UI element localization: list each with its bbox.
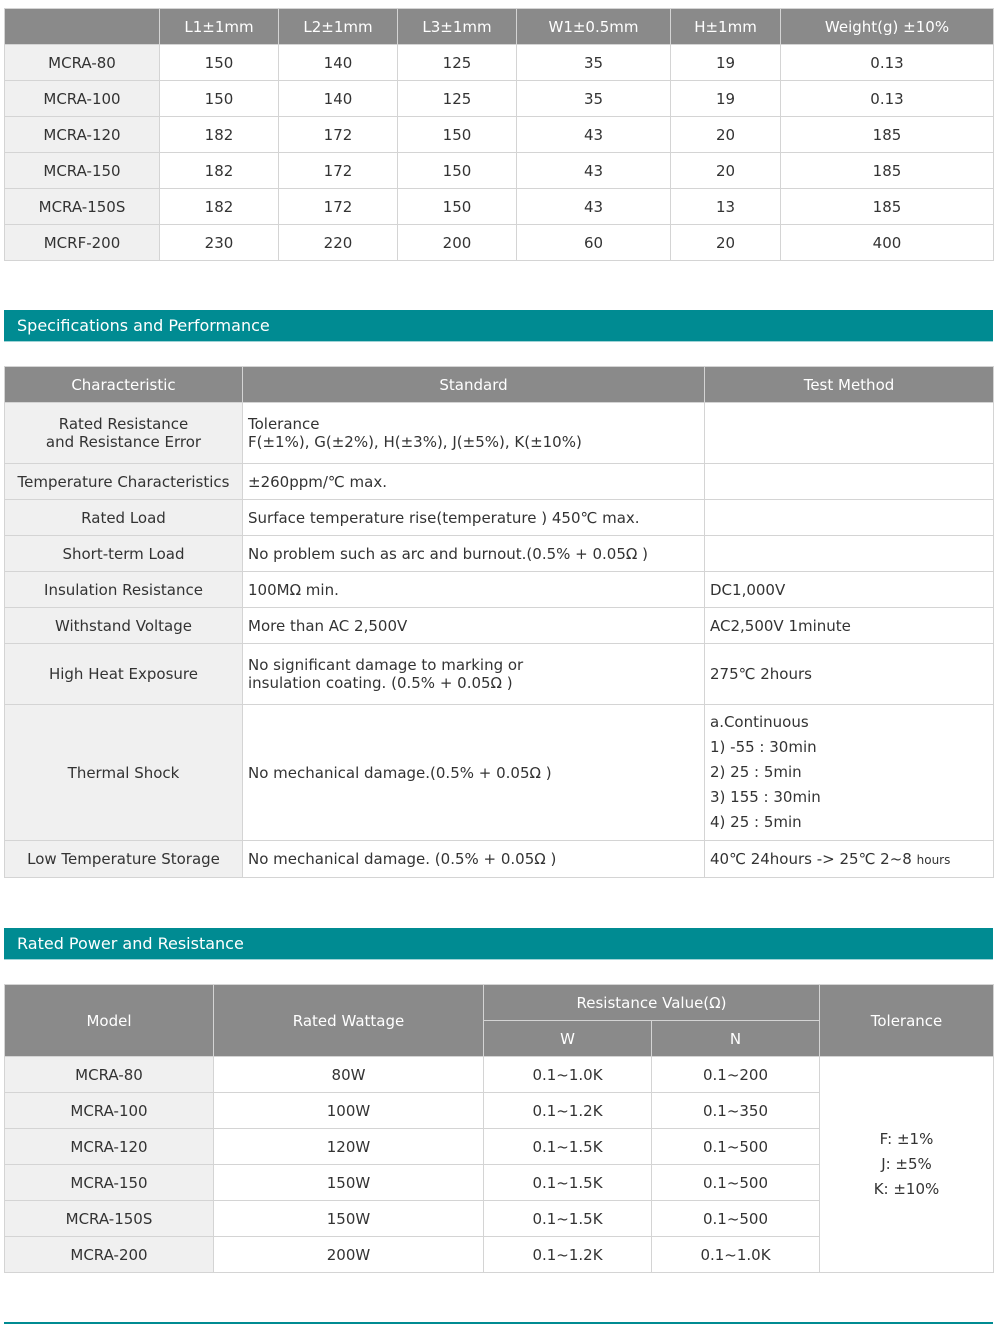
resistance-n-header: N [652,1021,820,1057]
standard-cell: No mechanical damage. (0.5% + 0.05Ω ) [243,841,705,878]
standard-cell: No mechanical damage.(0.5% + 0.05Ω ) [243,705,705,841]
characteristic-cell: Rated Resistance and Resistance Error [5,403,243,464]
model-cell: MCRA-120 [5,117,160,153]
table-cell: 140 [279,81,398,117]
table-cell: 150 [398,117,517,153]
table-cell: 172 [279,189,398,225]
resistance-n-cell: 0.1~500 [652,1201,820,1237]
model-cell: MCRA-100 [5,81,160,117]
table-row [5,841,994,878]
test-method-cell [705,500,994,536]
dimensions-header-cell: L3±1mm [398,9,517,45]
table-cell: 13 [671,189,781,225]
table-cell: 150 [398,153,517,189]
model-cell: MCRA-150 [5,1165,214,1201]
section-title: Rated Power and Resistance [17,934,244,953]
characteristic-cell: Short-term Load [5,536,243,572]
table-cell: 43 [517,153,671,189]
rated-power-header-row [5,985,994,1021]
table-row [5,608,994,644]
wattage-cell: 100W [214,1093,484,1129]
table-row [5,705,994,841]
model-cell: MCRA-120 [5,1129,214,1165]
standard-cell: No significant damage to marking or insulation coating. (0.5% + 0.05Ω ) [243,644,705,705]
model-cell: MCRA-100 [5,1093,214,1129]
table-cell: 185 [781,153,994,189]
table-row [5,225,994,261]
characteristic-cell: Thermal Shock [5,705,243,841]
table-cell: 150 [398,189,517,225]
resistance-w-cell: 0.1~1.0K [484,1057,652,1093]
resistance-w-cell: 0.1~1.2K [484,1237,652,1273]
table-cell: 125 [398,45,517,81]
section-title: Specifications and Performance [17,316,270,335]
table-row [5,464,994,500]
table-row [5,153,994,189]
test-method-unit: hours [916,853,951,867]
rated-power-table [4,984,994,1273]
standard-cell: ±260ppm/℃ max. [243,464,705,500]
characteristic-cell: Insulation Resistance [5,572,243,608]
table-cell: 185 [781,189,994,225]
characteristic-cell: High Heat Exposure [5,644,243,705]
wattage-cell: 80W [214,1057,484,1093]
test-method-cell [705,841,994,878]
model-cell: MCRA-200 [5,1237,214,1273]
standard-cell: 100MΩ min. [243,572,705,608]
table-row [5,1057,994,1093]
table-cell: 35 [517,81,671,117]
section-header-specifications [4,310,993,342]
table-cell: 43 [517,189,671,225]
table-cell: 35 [517,45,671,81]
tolerance-header: Tolerance [820,985,994,1057]
table-cell: 150 [160,81,279,117]
model-cell: MCRF-200 [5,225,160,261]
table-cell: 0.13 [781,45,994,81]
table-cell: 20 [671,117,781,153]
table-cell: 150 [160,45,279,81]
table-row [5,500,994,536]
characteristic-cell: Low Temperature Storage [5,841,243,878]
model-header: Model [5,985,214,1057]
test-method-cell [705,464,994,500]
tolerance-value: K: ±10% [873,1180,940,1198]
wattage-cell: 150W [214,1201,484,1237]
characteristic-cell: Withstand Voltage [5,608,243,644]
model-cell: MCRA-80 [5,45,160,81]
wattage-cell: 150W [214,1165,484,1201]
table-cell: 200 [398,225,517,261]
specifications-header-cell: Characteristic [5,367,243,403]
table-cell: 140 [279,45,398,81]
dimensions-header-cell [5,9,160,45]
test-method-cell [705,403,994,464]
table-row [5,572,994,608]
resistance-n-cell: 0.1~500 [652,1129,820,1165]
table-cell: 43 [517,117,671,153]
table-cell: 60 [517,225,671,261]
table-row [5,45,994,81]
characteristic-cell: Temperature Characteristics [5,464,243,500]
table-cell: 182 [160,117,279,153]
table-cell: 182 [160,189,279,225]
specifications-header-row [5,367,994,403]
resistance-w-cell: 0.1~1.5K [484,1129,652,1165]
resistance-n-cell: 0.1~500 [652,1165,820,1201]
model-cell: MCRA-80 [5,1057,214,1093]
table-cell: 172 [279,153,398,189]
table-cell: 19 [671,45,781,81]
resistance-n-cell: 0.1~350 [652,1093,820,1129]
table-row [5,644,994,705]
dimensions-header-cell: Weight(g) ±10% [781,9,994,45]
section-header-rated-power [4,928,993,960]
table-cell: 400 [781,225,994,261]
test-method-cell [705,536,994,572]
standard-cell: More than AC 2,500V [243,608,705,644]
specifications-header-cell: Test Method [705,367,994,403]
dimensions-header-cell: H±1mm [671,9,781,45]
table-cell: 0.13 [781,81,994,117]
standard-cell: No problem such as arc and burnout.(0.5% + 0.05Ω ) [243,536,705,572]
standard-cell: Surface temperature rise(temperature ) 450℃ max. [243,500,705,536]
dimensions-table [4,8,994,261]
dimensions-header-cell: L1±1mm [160,9,279,45]
table-cell: 230 [160,225,279,261]
table-cell: 185 [781,117,994,153]
resistance-w-header: W [484,1021,652,1057]
table-cell: 172 [279,117,398,153]
test-method-text: 40℃ 24hours -> 25℃ 2~8 [710,850,912,868]
table-row [5,189,994,225]
resistance-w-cell: 0.1~1.5K [484,1201,652,1237]
test-method-cell: a.Continuous 1) -55 : 30min 2) 25 : 5min 3) 155 : 30min 4) 25 : 5min [705,705,994,841]
specifications-header-cell: Standard [243,367,705,403]
table-row [5,81,994,117]
table-row [5,117,994,153]
model-cell: MCRA-150S [5,1201,214,1237]
tolerance-cell [820,1057,994,1273]
dimensions-header-cell: W1±0.5mm [517,9,671,45]
table-row [5,403,994,464]
resistance-w-cell: 0.1~1.5K [484,1165,652,1201]
standard-cell: Tolerance F(±1%), G(±2%), H(±3%), J(±5%), K(±10%) [243,403,705,464]
resistance-n-cell: 0.1~200 [652,1057,820,1093]
dimensions-header-row [5,9,994,45]
wattage-header: Rated Wattage [214,985,484,1057]
table-cell: 182 [160,153,279,189]
model-cell: MCRA-150 [5,153,160,189]
test-method-cell: 275℃ 2hours [705,644,994,705]
wattage-cell: 200W [214,1237,484,1273]
tolerance-value: J: ±5% [881,1155,932,1173]
table-cell: 20 [671,225,781,261]
tolerance-value: F: ±1% [879,1130,934,1148]
dimensions-header-cell: L2±1mm [279,9,398,45]
table-cell: 20 [671,153,781,189]
table-cell: 19 [671,81,781,117]
characteristic-cell: Rated Load [5,500,243,536]
specifications-table [4,366,994,878]
resistance-header: Resistance Value(Ω) [484,985,820,1021]
test-method-cell: AC2,500V 1minute [705,608,994,644]
resistance-w-cell: 0.1~1.2K [484,1093,652,1129]
table-row [5,536,994,572]
table-cell: 220 [279,225,398,261]
model-cell: MCRA-150S [5,189,160,225]
resistance-n-cell: 0.1~1.0K [652,1237,820,1273]
test-method-cell: DC1,000V [705,572,994,608]
table-cell: 125 [398,81,517,117]
wattage-cell: 120W [214,1129,484,1165]
